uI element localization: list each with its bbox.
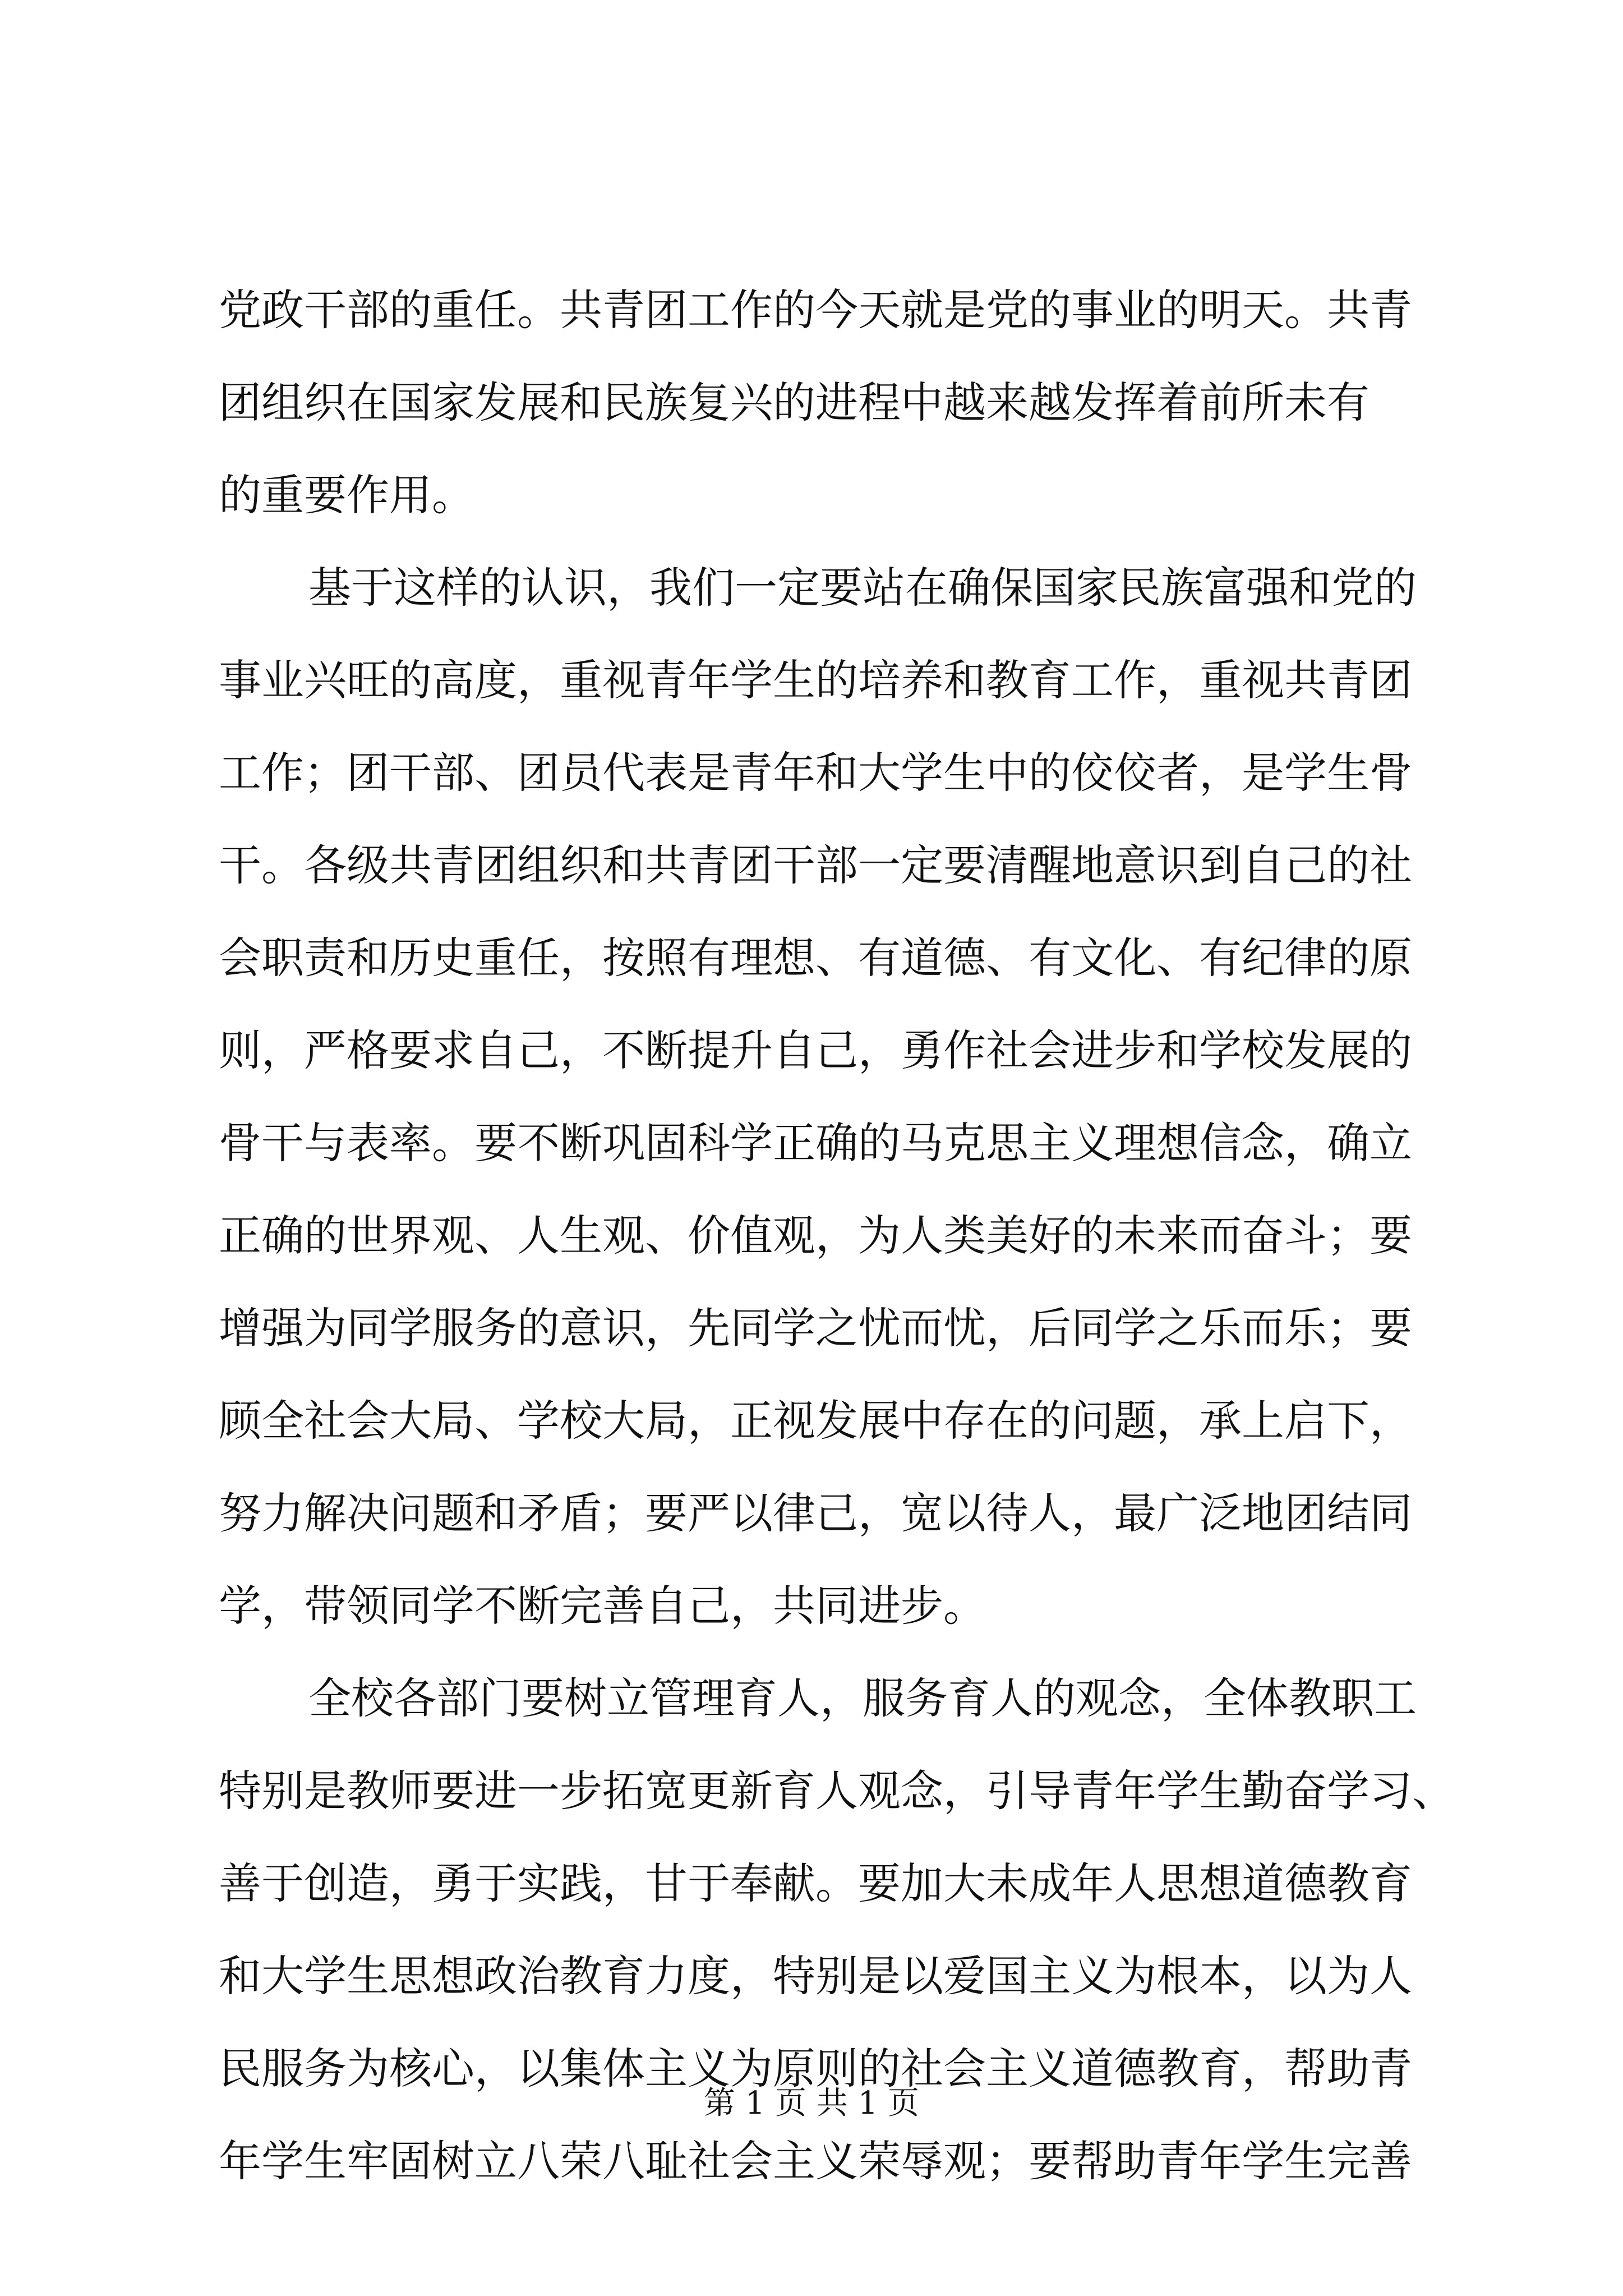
text-line: 学，带领同学不断完善自己，共同进步。 <box>219 1581 986 1631</box>
text-line: 党政干部的重任。共青团工作的今天就是党的事业的明天。共青 <box>219 285 1412 335</box>
document-body <box>219 264 1455 2207</box>
text-line: 特别是教师要进一步拓宽更新育人观念，引导青年学生勤奋学习、 <box>219 1766 1455 1816</box>
text-line: 全校各部门要树立管理育人，服务育人的观念，全体教职工 <box>308 1673 1417 1723</box>
text-line: 善于创造，勇于实践，甘于奉献。要加大未成年人思想道德教育 <box>219 1858 1412 1908</box>
text-line: 会职责和历史重任，按照有理想、有道德、有文化、有纪律的原 <box>219 933 1412 983</box>
paragraph-1 <box>219 264 1441 541</box>
text-line: 顾全社会大局、学校大局，正视发展中存在的问题，承上启下， <box>219 1396 1412 1446</box>
text-line: 干。各级共青团组织和共青团干部一定要清醒地意识到自己的社 <box>219 840 1412 890</box>
text-line: 增强为同学服务的意识，先同学之忧而忧，后同学之乐而乐；要 <box>219 1303 1412 1353</box>
text-line: 团组织在国家发展和民族复兴的进程中越来越发挥着前所未有 <box>219 378 1370 427</box>
page-number-label: 第 1 页 共 1 页 <box>703 2085 920 2122</box>
text-line: 和大学生思想政治教育力度，特别是以爱国主义为根本，以为人 <box>219 1951 1412 2001</box>
text-line: 工作；团干部、团员代表是青年和大学生中的佼佼者，是学生骨 <box>219 748 1412 798</box>
text-line: 基于这样的认识，我们一定要站在确保国家民族富强和党的 <box>308 563 1417 613</box>
text-line: 骨干与表率。要不断巩固科学正确的马克思主义理想信念，确立 <box>219 1118 1412 1168</box>
text-line: 事业兴旺的高度，重视青年学生的培养和教育工作，重视共青团 <box>219 655 1412 705</box>
text-line: 努力解决问题和矛盾；要严以律己，宽以待人，最广泛地团结同 <box>219 1488 1412 1538</box>
text-line: 民服务为核心，以集体主义为原则的社会主义道德教育，帮助青 <box>219 2044 1412 2093</box>
paragraph-2 <box>219 541 1441 1652</box>
text-line: 的重要作用。 <box>219 470 474 520</box>
text-line: 正确的世界观、人生观、价值观，为人类美好的未来而奋斗；要 <box>219 1211 1412 1260</box>
text-line: 则，严格要求自己，不断提升自己，勇作社会进步和学校发展的 <box>219 1025 1412 1075</box>
text-line: 年学生牢固树立八荣八耻社会主义荣辱观；要帮助青年学生完善 <box>219 2136 1412 2186</box>
page-footer <box>0 2081 1623 2126</box>
